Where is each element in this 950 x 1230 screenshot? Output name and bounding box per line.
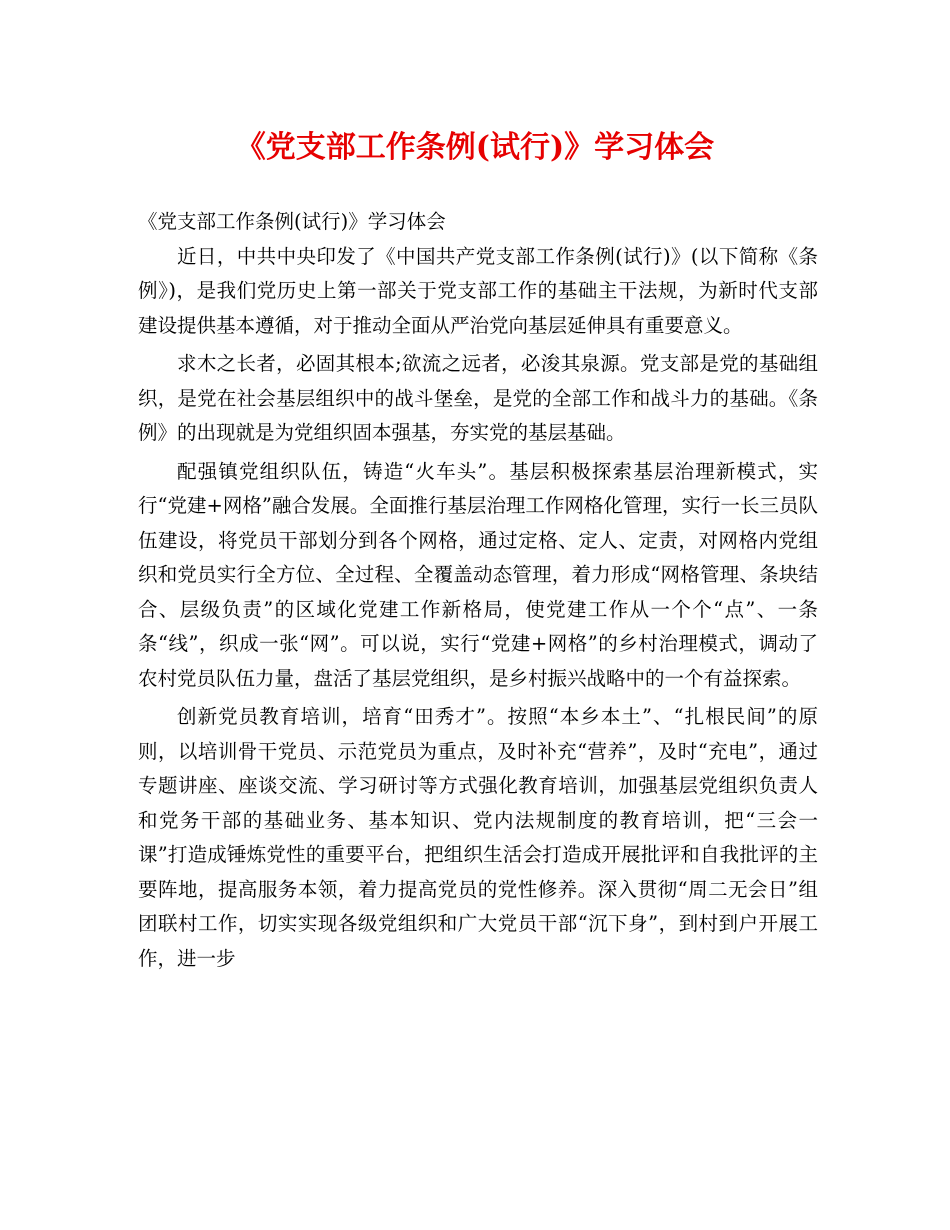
document-body: [138, 205, 818, 980]
paragraph-3: 配强镇党组织队伍，铸造“火车头”。基层积极探索基层治理新模式，实行“党建+网格”融合发展。全面推行基层治理工作网格化管理，实行一长三员队伍建设，将党员干部划分到各个网格，通过定格、定人、定责，对网格内党组织和党员实行全方位、全过程、全覆盖动态管理，着力形成“网格管理、条块结合、层级负责”的区域化党建工作新格局，使党建工作从一个个“点”、一条条“线”，织成一张“网”。可以说，实行“党建+网格”的乡村治理模式，调动了农村党员队伍力量，盘活了基层党组织，是乡村振兴战略中的一个有益探索。: [138, 459, 818, 690]
paragraph-4: 创新党员教育培训，培育“田秀才”。按照“本乡本土”、“扎根民间”的原则，以培训骨干党员、示范党员为重点，及时补充“营养”，及时“充电”，通过专题讲座、座谈交流、学习研讨等方式强化教育培训，加强基层党组织负责人和党务干部的基础业务、基本知识、党内法规制度的教育培训，把“三会一课”打造成锤炼党性的重要平台，把组织生活会打造成开展批评和自我批评的主要阵地，提高服务本领，着力提高党员的党性修养。深入贯彻“周二无会日”组团联村工作，切实实现各级党组织和广大党员干部“沉下身”，到村到户开展工作，进一步: [138, 705, 818, 970]
document-subtitle: 《党支部工作条例(试行)》学习体会: [138, 210, 446, 233]
paragraph-1: 近日，中共中央印发了《中国共产党支部工作条例(试行)》(以下简称《条例》)，是我们党历史上第一部关于党支部工作的基础主干法规，为新时代支部建设提供基本遵循，对于推动全面从严治党向基层延伸具有重要意义。: [138, 244, 818, 337]
paragraph-2: 求木之长者，必固其根本;欲流之远者，必浚其泉源。党支部是党的基础组织，是党在社会基层组织中的战斗堡垒，是党的全部工作和战斗力的基础。《条例》的出现就是为党组织固本强基，夯实党的基层基础。: [138, 352, 818, 444]
document-title: 《党支部工作条例(试行)》学习体会: [235, 130, 715, 165]
